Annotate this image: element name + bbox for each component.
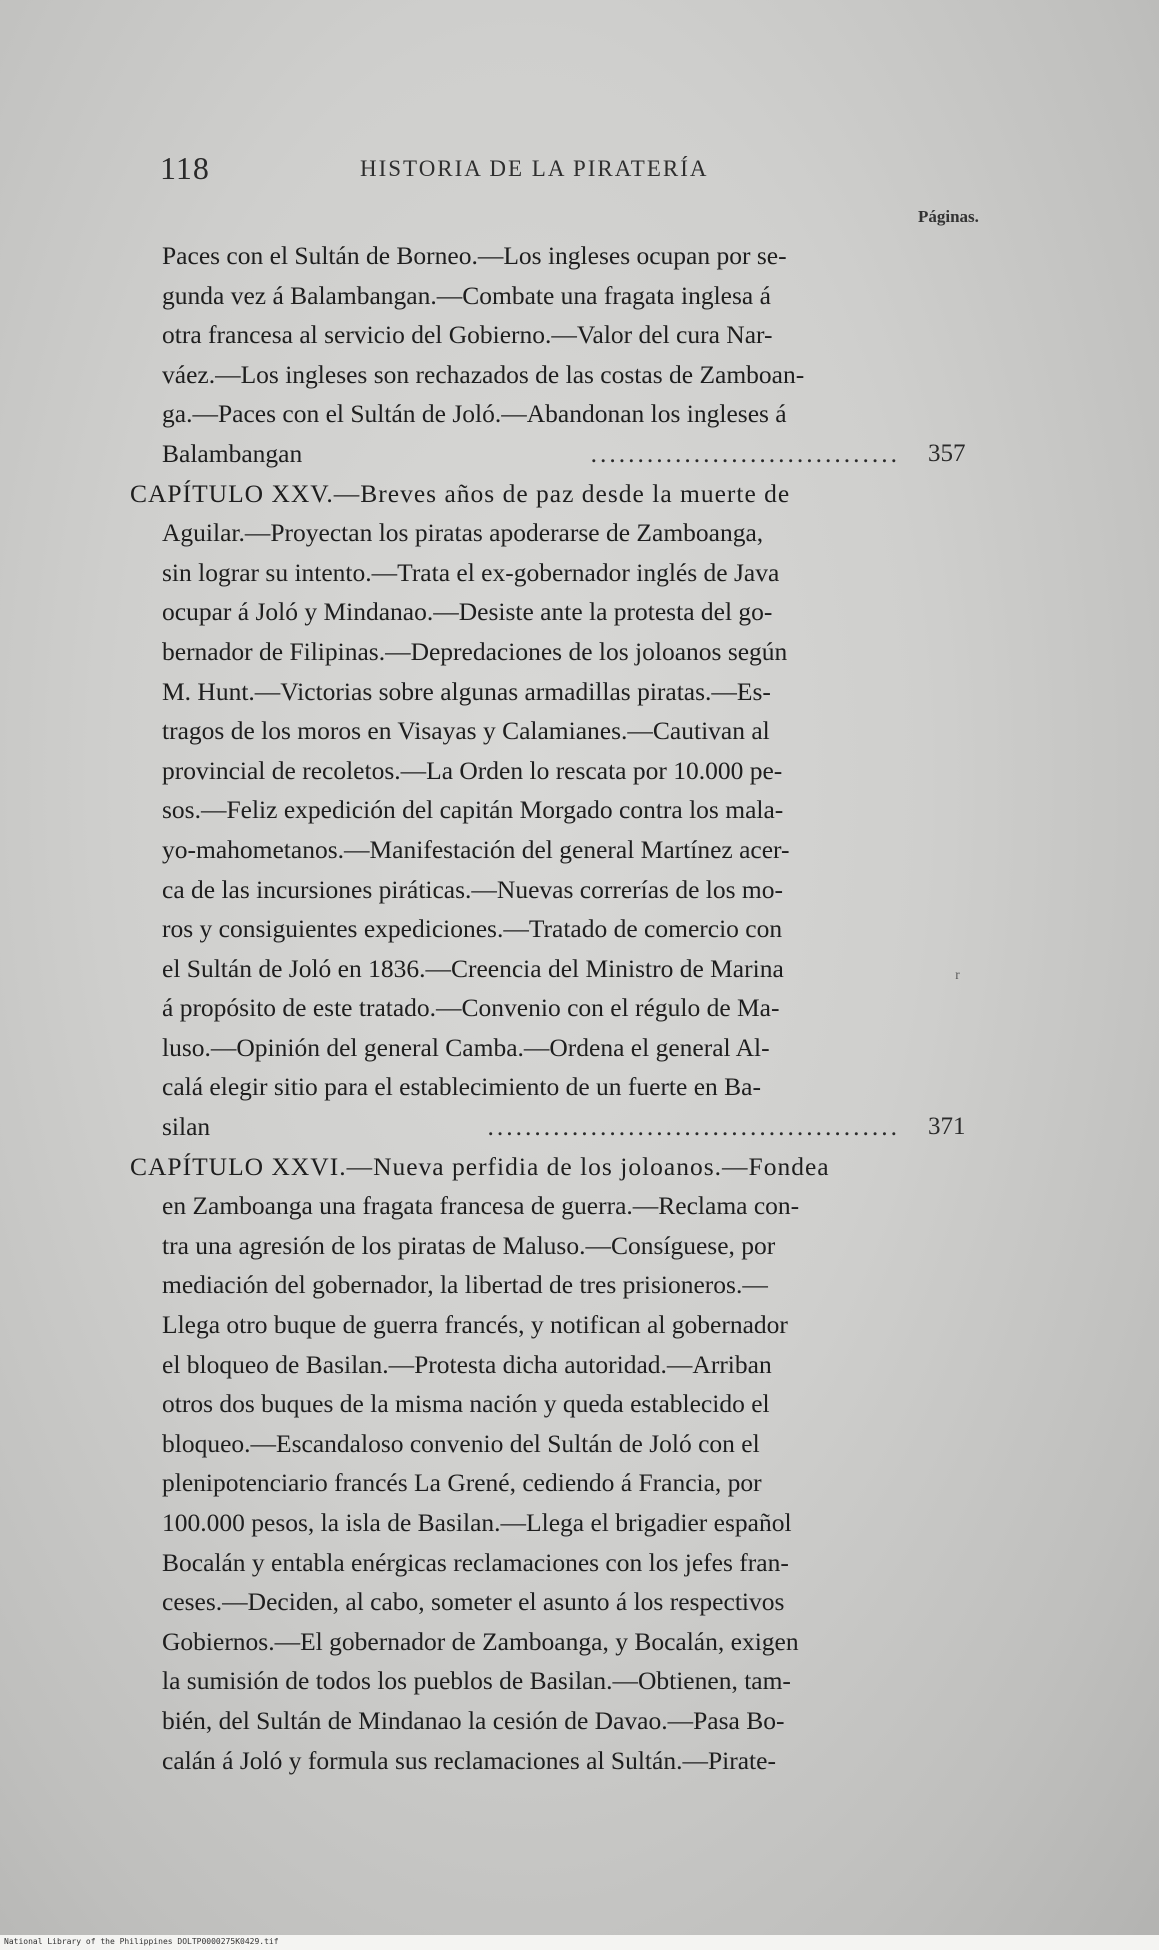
text-line <box>128 1741 910 1781</box>
text-line <box>128 711 910 751</box>
running-title: HISTORIA DE LA PIRATERÍA <box>360 156 709 181</box>
text-line <box>128 1622 910 1662</box>
text-line <box>128 1701 910 1741</box>
line-text: otra francesa al servicio del Gobierno.—Valor del cura Nar- <box>162 320 773 350</box>
text-line <box>128 236 910 276</box>
line-text: CAPÍTULO XXVI.—Nueva perfidia de los joloanos.—Fondea <box>130 1151 830 1181</box>
dot-leader: ............................................ <box>487 1112 900 1142</box>
line-text: CAPÍTULO XXV.—Breves años de paz desde la muerte de <box>130 478 791 508</box>
line-text: ga.—Paces con el Sultán de Joló.—Abandonan los ingleses á <box>162 399 787 429</box>
line-text: Bocalán y entabla enérgicas reclamaciones con los jefes fran- <box>162 1547 789 1577</box>
line-text: silan <box>162 1112 211 1142</box>
line-text: gunda vez á Balambangan.—Combate una fragata inglesa á <box>162 280 771 310</box>
line-text: Llega otro buque de guerra francés, y notifican al gobernador <box>162 1310 788 1340</box>
line-text: otros dos buques de la misma nación y queda establecido el <box>162 1389 770 1419</box>
text-line <box>128 751 910 791</box>
text-line <box>128 1384 910 1424</box>
text-line <box>128 434 966 474</box>
text-line <box>128 1107 966 1147</box>
line-text: Balambangan <box>162 438 303 468</box>
dot-leader: ................................. <box>590 438 900 468</box>
text-line <box>128 1543 910 1583</box>
text-line <box>128 672 910 712</box>
line-text: mediación del gobernador, la libertad de tres prisioneros.— <box>162 1270 768 1300</box>
entry-page-number: 371 <box>928 1113 966 1141</box>
text-line <box>128 909 910 949</box>
line-text: 100.000 pesos, la isla de Basilan.—Llega el brigadier español <box>162 1508 792 1537</box>
text-line <box>128 632 910 672</box>
text-line <box>128 1305 910 1345</box>
text-line <box>128 355 910 395</box>
paginas-column-label: Páginas. <box>918 207 979 226</box>
line-text: M. Hunt.—Victorias sobre algunas armadillas piratas.—Es- <box>162 676 771 706</box>
text-line <box>128 1582 910 1622</box>
text-line <box>128 1503 910 1543</box>
line-text: ocupar á Joló y Mindanao.—Desiste ante la protesta del go- <box>162 597 773 627</box>
text-line <box>128 553 910 593</box>
line-text: Gobiernos.—El gobernador de Zamboanga, y Bocalán, exigen <box>162 1626 799 1656</box>
text-line <box>128 513 910 553</box>
text-line <box>128 949 910 989</box>
line-text: Paces con el Sultán de Borneo.—Los ingleses ocupan por se- <box>162 241 787 270</box>
line-text: váez.—Los ingleses son rechazados de las costas de Zamboan- <box>162 359 805 389</box>
text-line <box>128 870 910 910</box>
chapter-heading-line <box>130 474 910 514</box>
page-header <box>160 150 960 190</box>
text-line <box>128 394 910 434</box>
text-line <box>128 1661 910 1701</box>
line-text: calán á Joló y formula sus reclamaciones al Sultán.—Pirate- <box>162 1745 776 1775</box>
line-text: tragos de los moros en Visayas y Calamianes.—Cautivan al <box>162 716 770 746</box>
page-number: 118 <box>160 150 210 186</box>
line-text: en Zamboanga una fragata francesa de guerra.—Reclama con- <box>162 1191 800 1221</box>
line-text: plenipotenciario francés La Grené, cediendo á Francia, por <box>162 1468 762 1498</box>
line-text: el Sultán de Joló en 1836.—Creencia del Ministro de Marina <box>162 953 784 983</box>
line-text: calá elegir sitio para el establecimiento de un fuerte en Ba- <box>162 1072 761 1102</box>
text-line <box>128 790 910 830</box>
text-line <box>128 1067 910 1107</box>
text-line <box>128 276 910 316</box>
line-text: Aguilar.—Proyectan los piratas apoderarse de Zamboanga, <box>162 518 764 548</box>
entry-page-number: 357 <box>928 439 966 467</box>
line-text: ceses.—Deciden, al cabo, someter el asunto á los respectivos <box>162 1587 785 1617</box>
text-line <box>128 830 910 870</box>
text-line <box>128 1265 910 1305</box>
line-text: bloqueo.—Escandaloso convenio del Sultán de Joló con el <box>162 1428 760 1458</box>
chapter-heading-line <box>130 1147 910 1187</box>
line-text: el bloqueo de Basilan.—Protesta dicha autoridad.—Arriban <box>162 1349 772 1379</box>
line-text: á propósito de este tratado.—Convenio con el régulo de Ma- <box>162 993 780 1023</box>
line-text: tra una agresión de los piratas de Maluso.—Consíguese, por <box>162 1230 776 1260</box>
text-line <box>128 1186 910 1226</box>
line-text: luso.—Opinión del general Camba.—Ordena el general Al- <box>162 1032 770 1062</box>
scan-credit: National Library of the Philippines DOLTP0000275K0429.tif <box>4 1937 279 1946</box>
text-line <box>128 1463 910 1503</box>
text-line <box>128 1345 910 1385</box>
line-text: la sumisión de todos los pueblos de Basilan.—Obtienen, tam- <box>162 1666 791 1696</box>
text-line <box>128 1226 910 1266</box>
line-text: sos.—Feliz expedición del capitán Morgado contra los mala- <box>162 795 784 825</box>
text-line <box>128 1028 910 1068</box>
text-line <box>128 315 910 355</box>
line-text: ca de las incursiones piráticas.—Nuevas correrías de los mo- <box>162 874 783 904</box>
text-line <box>128 988 910 1028</box>
text-line <box>128 1424 910 1464</box>
line-text: provincial de recoletos.—La Orden lo rescata por 10.000 pe- <box>162 755 783 785</box>
line-text: bernador de Filipinas.—Depredaciones de los joloanos según <box>162 636 788 666</box>
line-text: sin lograr su intento.—Trata el ex-gobernador inglés de Java <box>162 557 780 587</box>
text-line <box>128 592 910 632</box>
line-text: bién, del Sultán de Mindanao la cesión de Davao.—Pasa Bo- <box>162 1705 785 1735</box>
ink-mark: ʳ <box>955 965 960 990</box>
table-of-contents-body <box>130 236 966 1780</box>
line-text: ros y consiguientes expediciones.—Tratado de comercio con <box>162 914 783 944</box>
line-text: yo-mahometanos.—Manifestación del general Martínez acer- <box>162 834 790 864</box>
